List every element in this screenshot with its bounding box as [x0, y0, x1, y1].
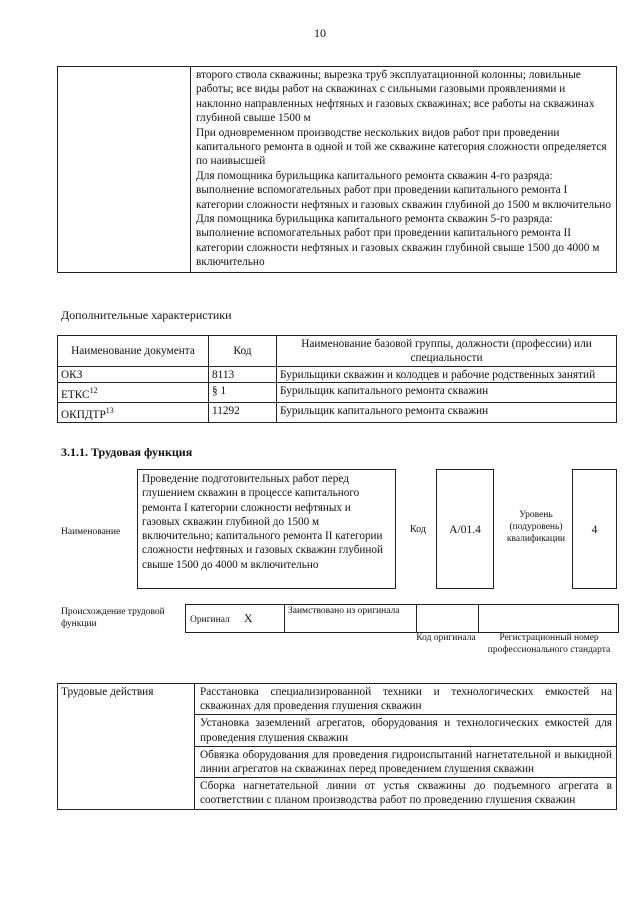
table-row: [58, 684, 617, 715]
doc-cell: [58, 367, 209, 383]
code-original-caption: Код оригинала: [416, 633, 476, 643]
code-cell: 11292: [209, 402, 277, 422]
function-name-label: Наименование: [61, 527, 121, 537]
doc-name: ОКЗ: [61, 369, 83, 381]
origin-table: [185, 604, 619, 633]
code-cell: § 1: [209, 383, 277, 403]
function-code-value: A/01.4: [449, 524, 481, 536]
header-code: Код: [209, 336, 277, 367]
table-row: [58, 402, 617, 422]
continuation-paragraph: второго ствола скважины; вырезка труб эксплуатационной колонны; ловильные работы; все виды работ на скважинах с сильными газовыми проявлениями и наклонно направленных нефтяных и газовых скважинах; все работы на скважинах глубиной свыше 1500 м: [196, 69, 595, 125]
continuation-paragraph: Для помощника бурильщика капитального ремонта скважин 5-го разряда: выполнение вспомогательных работ при проведении капитального ремонта II категории сложности нефтяных и газовых скважин глубиной свыше 1500 до 4000 м включительно: [196, 213, 600, 269]
code-cell: 8113: [209, 367, 277, 383]
additional-characteristics-title: Дополнительные характеристики: [61, 308, 232, 322]
function-code-box: [436, 469, 494, 589]
labor-action-item: Обвязка оборудования для проведения гидроиспытаний нагнетательной и выкидной линии агрегатов на скважинах перед проведением глушения скважин: [195, 746, 617, 777]
continuation-label-cell: [58, 67, 191, 273]
additional-characteristics-table: [57, 335, 617, 423]
qualification-level-value: 4: [591, 524, 598, 536]
continuation-paragraph: При одновременном производстве нескольких видов работ при проведении капитального ремонта в одной и той же скважине категория сложности определяется по наивысшей: [196, 126, 607, 168]
table-row: [186, 605, 619, 633]
function-code-label: Код: [410, 524, 426, 535]
labor-action-item: Расстановка специализированной техники и технологических емкостей на скважинах для проведения глушения скважин: [195, 684, 617, 715]
table-row: [58, 367, 617, 383]
reg-number-cell: [479, 605, 619, 633]
continuation-paragraph: Для помощника бурильщика капитального ремонта скважин 4-го разряда: выполнение вспомогательных работ при проведении капитального ремонта I категории сложности нефтяных и газовых скважин глубиной до 1500 м включительно: [196, 169, 611, 211]
original-mark: X: [243, 611, 253, 625]
page-number: 10: [314, 26, 326, 40]
doc-cell: [58, 402, 209, 422]
original-cell: [186, 605, 285, 633]
qualification-level-box: [572, 469, 617, 589]
qualification-level-label: Уровень (подуровень) квалификации: [506, 510, 566, 544]
function-name-box: Проведение подготовительных работ перед глушением скважин в процессе капитального ремонта I категории сложности нефтяных и газовых скважин глубиной до 1500 м включительно; капитального ремонта II категории сложности нефтяных и газовых скважин глубиной свыше 1500 до 4000 м включительно: [137, 469, 396, 589]
doc-name: ОКПДТР: [61, 408, 106, 421]
footnote-ref: 13: [105, 405, 114, 415]
labor-actions-table: [57, 683, 617, 810]
labor-action-item: Установка заземлений агрегатов, оборудования и технологических емкостей для проведения глушения скважин: [195, 715, 617, 746]
doc-name: ЕТКС: [61, 388, 90, 401]
name-cell: Бурильщик капитального ремонта скважин: [277, 402, 617, 422]
code-original-cell: [417, 605, 479, 633]
header-name: Наименование базовой группы, должности (профессии) или специальности: [277, 336, 617, 367]
header-doc: Наименование документа: [58, 336, 209, 367]
labor-function-title: 3.1.1. Трудовая функция: [61, 445, 193, 459]
origin-label: Происхождение трудовой функции: [61, 607, 165, 629]
labor-actions-label: Трудовые действия: [58, 684, 195, 810]
borrowed-cell: Заимствовано из оригинала: [285, 605, 417, 633]
doc-cell: [58, 383, 209, 403]
footnote-ref: 12: [89, 386, 98, 395]
continuation-table: [57, 66, 617, 273]
continuation-text-cell: [191, 67, 617, 273]
original-label: Оригинал: [190, 615, 230, 625]
labor-action-item: Сборка нагнетательной линии от устья скважины до подъемного агрегата в соответствии с планом производства работ по проведению глушения скважин: [195, 778, 617, 809]
table-row: [58, 383, 617, 403]
reg-number-caption: Регистрационный номер профессионального стандарта: [487, 633, 611, 655]
name-cell: Бурильщик капитального ремонта скважин: [277, 383, 617, 403]
name-cell: Бурильщики скважин и колодцев и рабочие родственных занятий: [277, 367, 617, 383]
table-header-row: [58, 336, 617, 367]
